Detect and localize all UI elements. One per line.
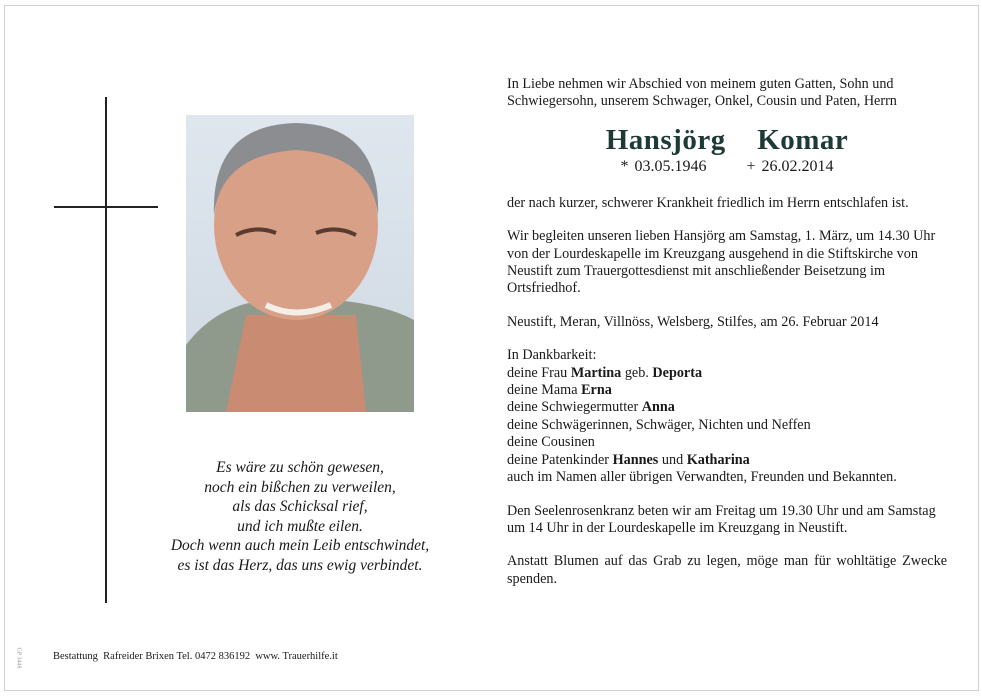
mourner-text: deine Schwiegermutter: [507, 399, 642, 416]
mourner-line: [507, 382, 947, 399]
thanks-heading: In Dankbarkeit:: [507, 347, 597, 364]
deceased-name: Hansjörg Komar: [605, 123, 849, 156]
mourner-line: [507, 417, 947, 434]
mourner-list: [507, 365, 947, 487]
poem-line: Doch wenn auch mein Leib entschwindet,: [170, 537, 430, 555]
mourner-text: und: [658, 451, 687, 468]
funeral-text: Wir begleiten unseren lieben Hansjörg am Samstag, 1. März, um 14.30 Uhr von der Lourdeskapelle im Kreuzgang ausgehend in die Stiftskirche von Neustift zum Trauergottesdienst mit anschließender Beisetzung im Ortsfriedhof.: [507, 228, 936, 297]
mourner-name: Erna: [581, 382, 612, 399]
mourner-text: auch im Namen aller übrigen Verwandten, Freunden und Bekannten.: [507, 469, 897, 486]
poem-line: Es wäre zu schön gewesen,: [216, 459, 384, 476]
funeral-home-footer: Bestattung Rafreider Brixen Tel. 0472 836192 www. Trauerhilfe.it: [53, 651, 338, 662]
life-dates: [507, 157, 947, 177]
mourner-line: [507, 365, 947, 382]
cross-horizontal: [54, 206, 158, 208]
mourner-name: Anna: [641, 399, 675, 416]
birth-date: * 03.05.1946: [620, 157, 707, 175]
mourner-name: Katharina: [686, 451, 750, 468]
notice-text: [507, 76, 947, 588]
flowers-text: Anstatt Blumen auf das Grab zu legen, möge man für wohltätige Zwecke spenden.: [507, 553, 947, 587]
mourner-name: Deporta: [652, 364, 703, 381]
print-code: GP 3448: [15, 647, 22, 669]
mourner-name: Hannes: [612, 451, 659, 468]
intro-text: In Liebe nehmen wir Abschied von meinem guten Gatten, Sohn und Schwiegersohn, unserem Schwager, Onkel, Cousin und Paten, Herrn: [507, 76, 897, 110]
cross-vertical: [105, 97, 107, 603]
rosary-text: Den Seelenrosenkranz beten wir am Freitag um 19.30 Uhr und am Samstag um 14 Uhr in der Lourdeskapelle im Kreuzgang in Neustift.: [507, 502, 936, 536]
poem: [140, 458, 460, 576]
mourner-text: deine Patenkinder: [507, 451, 613, 468]
mourner-line: [507, 452, 947, 469]
mourner-text: deine Schwägerinnen, Schwäger, Nichten und Neffen: [507, 416, 811, 433]
passing-text: der nach kurzer, schwerer Krankheit friedlich im Herrn entschlafen ist.: [507, 194, 909, 211]
poem-line: es ist das Herz, das uns ewig verbindet.: [177, 556, 423, 574]
mourner-line: [507, 469, 947, 486]
portrait-photo: [186, 115, 414, 412]
poem-line: und ich mußte eilen.: [237, 517, 363, 535]
mourner-line: [507, 399, 947, 416]
death-date: + 26.02.2014: [746, 157, 834, 175]
mourner-text: deine Cousinen: [507, 434, 595, 451]
poem-line: als das Schicksal rief,: [232, 498, 368, 516]
poem-line: noch ein bißchen zu verweilen,: [204, 478, 396, 496]
mourner-text: geb.: [621, 364, 653, 381]
place-date: Neustift, Meran, Villnöss, Welsberg, Stilfes, am 26. Februar 2014: [507, 313, 879, 330]
mourner-text: deine Frau: [507, 364, 571, 381]
mourner-name: Martina: [570, 364, 622, 381]
mourner-text: deine Mama: [507, 382, 582, 399]
mourner-line: [507, 434, 947, 451]
